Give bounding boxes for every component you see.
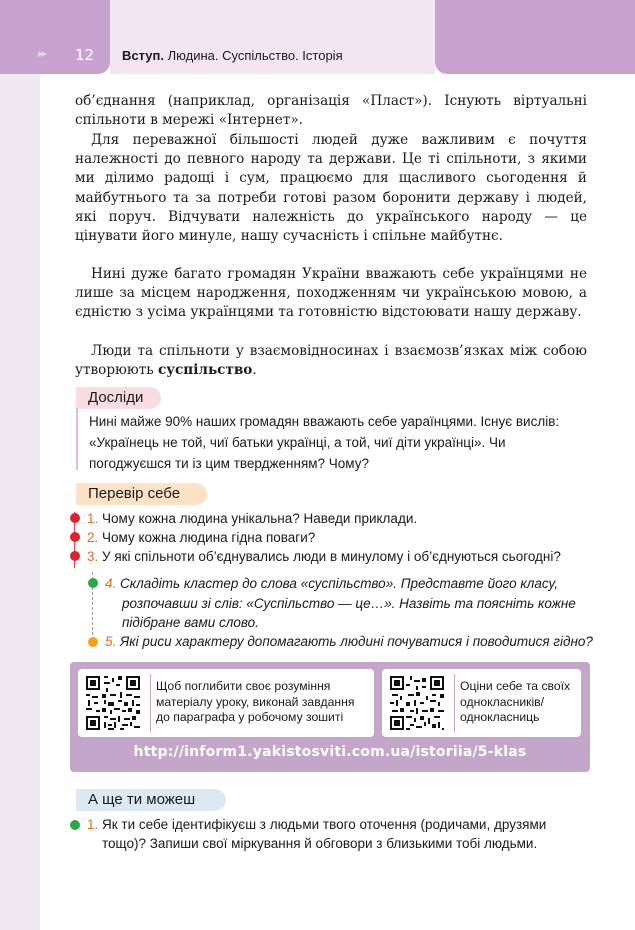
- section-label-perevir: Перевір себе: [76, 483, 207, 505]
- task-4-line-2: розпочавши зі слів: «Суспільство — це…». Назвіть та поясніть кожне: [122, 596, 576, 611]
- qr-code-icon[interactable]: [84, 674, 142, 732]
- body-paragraph-4: [75, 342, 587, 380]
- qr-card-divider: [150, 674, 151, 732]
- chapter-title-bold: Вступ.: [122, 48, 165, 63]
- green-dot-icon: [88, 578, 98, 588]
- qr-card-self-assessment-text: Оціни себе та своїх однокласників/ однокласниць: [460, 679, 571, 724]
- question-number: 3.: [87, 549, 99, 564]
- body-paragraph-3: Нині дуже багато громадян України вважають себе українцями не лише за місцем народження, походженням чи українською мовою, а єдністю з усіма українцями та готовністю відстоювати нашу державу.: [75, 266, 587, 321]
- qr-card-self-assessment[interactable]: [382, 669, 581, 737]
- body-paragraph-4-text: Люди та спільноти у взаємовідносинах і взаємозв’язках між собою утворюють: [75, 343, 587, 379]
- chapter-title-rest: Людина. Суспільство. Історія: [164, 48, 343, 63]
- resource-url-link[interactable]: http://inform1.yakistosviti.com.ua/istoriia/5-klas: [133, 744, 527, 760]
- key-term-suspilstvo: суспільство: [157, 362, 253, 379]
- qr-card-workbook-text: Щоб поглибити своє розуміння матеріалу уроку, виконай завдання до параграфа у робочому зошиті: [156, 679, 355, 724]
- doslidy-box: [76, 408, 590, 470]
- task-number: 1.: [87, 817, 99, 832]
- red-dot-icon: [70, 532, 80, 542]
- qr-code-icon[interactable]: [388, 674, 446, 732]
- green-dot-icon: [70, 820, 80, 830]
- doslidy-text: Нині майже 90% наших громадян вважають себе уараїнцями. Існує вислів: «Українець не той, чиї батьки українці, а той, чиї діти українці». Чи погоджуєшся ти із цим твердженням? Чому?: [89, 414, 560, 471]
- page-number-tab: [0, 0, 110, 74]
- page-margin-strip: [0, 0, 40, 930]
- task-4-line-3: підібране вами слово.: [122, 615, 259, 630]
- qr-panel: [70, 662, 590, 772]
- orange-dot-icon: [88, 637, 98, 647]
- running-header: [110, 0, 435, 74]
- task-number: 4.: [105, 576, 117, 591]
- chapter-title: [122, 48, 343, 63]
- task-5-text: Які риси характеру допомагають людині почуватися і поводитися гідно?: [120, 634, 593, 649]
- body-paragraph-4-end: .: [252, 362, 257, 379]
- question-number: 1.: [87, 511, 99, 526]
- question-text: Чому кожна людина гідна поваги?: [102, 530, 316, 545]
- ashche-task-line-1: Як ти себе ідентифікуєш з людьми твого оточення (родичами, друзями: [102, 817, 547, 832]
- question-text: Чому кожна людина унікальна? Наведи приклади.: [102, 511, 418, 526]
- task-4: [105, 574, 558, 593]
- body-paragraph-1: об’єднання (наприклад, організація «Пласт»). Існують віртуальні спільноти в мережі «Інтернет».: [75, 93, 587, 129]
- qr-card-workbook[interactable]: [78, 669, 374, 737]
- ashche-task-line-2: тощо)? Запиши свої міркування й обговори з близькими тобі людьми.: [102, 836, 538, 851]
- double-arrow-icon: ▸▸: [38, 47, 46, 60]
- red-dot-icon: [70, 513, 80, 523]
- question-number: 2.: [87, 530, 99, 545]
- task-4-line-1: Складіть кластер до слова «суспільство». Представте його класу,: [120, 576, 559, 591]
- section-label-ashche: А ще ти можеш: [76, 789, 226, 811]
- task-number: 5.: [105, 634, 117, 649]
- page-number: 12: [75, 46, 95, 64]
- red-dot-icon: [70, 551, 80, 561]
- question-text: У які спільноти об’єднувались люди в минулому і об’єднуються сьогодні?: [102, 549, 561, 564]
- section-label-doslidy: Досліди: [76, 387, 161, 409]
- qr-card-divider: [454, 674, 455, 732]
- body-paragraph-2: Для переважної більшості людей дуже важливим є почуття належності до певного народу та держави. Це ті спільноти, з якими ми ділимо радощі і сум, працюємо для щасливого сьогодення й майбутнього та за потреби готові разом боронити державу і людей, які поруч. Відчувати належність до українського народу — це цінувати його минуле, нашу сучасність і спільне майбутнє.: [75, 132, 587, 245]
- header-decor-tab: [435, 0, 635, 74]
- task-5: [105, 632, 593, 651]
